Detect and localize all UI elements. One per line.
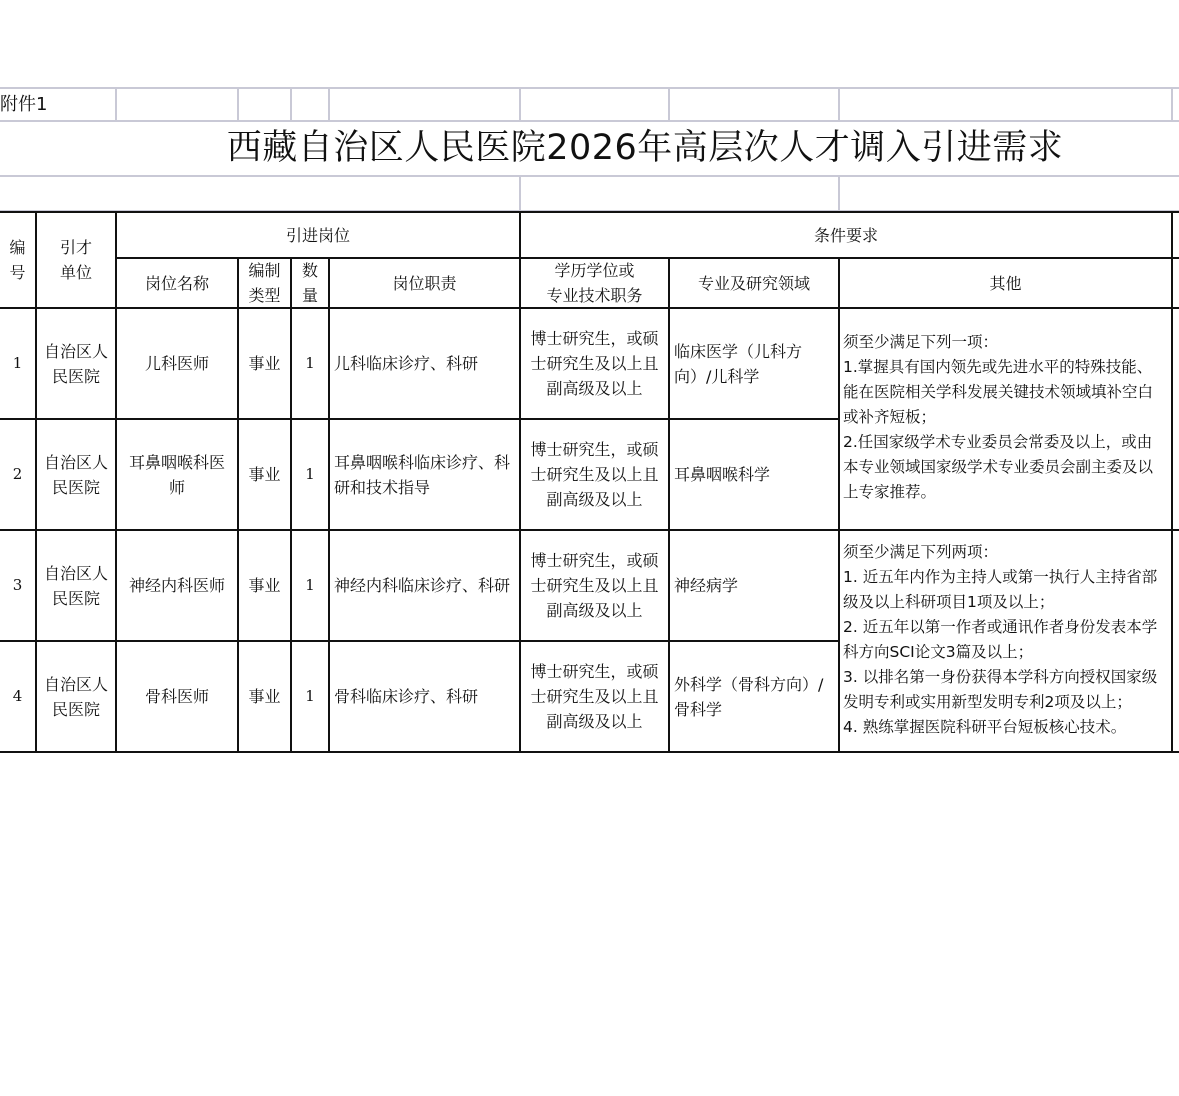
grid-line: [0, 87, 1179, 89]
row-staff-type: 事业: [248, 465, 281, 484]
attachment-label: 附件1: [0, 94, 48, 115]
row-unit: 自治区人 民医院: [43, 452, 108, 497]
header-post-name: 岗位名称: [144, 273, 209, 293]
row-duty: 骨科临床诊疗、科研: [334, 687, 479, 706]
grid-line: [519, 175, 521, 211]
row-major: 耳鼻咽喉科学: [674, 465, 771, 484]
row-post-name: 神经内科医师: [128, 576, 225, 595]
header-staff-type: 编制 类型: [248, 261, 281, 305]
row-major: 外科学（骨科方向）/ 骨科学: [674, 674, 824, 719]
grid-line: [519, 87, 521, 121]
row-unit: 自治区人 民医院: [43, 563, 108, 608]
row-degree: 博士研究生，或硕 士研究生及以上且 副高级及以上: [530, 551, 659, 620]
header-major: 专业及研究领域: [697, 273, 810, 293]
row-quantity: 1: [305, 687, 315, 705]
row-duty: 神经内科临床诊疗、科研: [334, 576, 511, 595]
row-staff-type: 事业: [248, 687, 281, 706]
page-title: 西藏自治区人民医院2026年高层次人才调入引进需求: [226, 128, 1064, 168]
grid-line: [668, 87, 670, 121]
row-number: 2: [12, 465, 23, 483]
row-staff-type: 事业: [248, 354, 281, 373]
grid-line: [0, 175, 1179, 177]
row-degree: 博士研究生，或硕 士研究生及以上且 副高级及以上: [530, 329, 659, 398]
other-requirements-a: 须至少满足下列一项： 1.掌握具有国内领先或先进水平的特殊技能、 能在医院相关学科发展关键技术领域填补空白 或补齐短板； 2.任国家级学术专业委员会常委及以上，或由 本专业领域国家级学术专业委员会副主委及以 上专家推荐。: [843, 333, 1154, 501]
grid-line: [1171, 87, 1173, 121]
row-quantity: 1: [305, 465, 315, 483]
row-major: 临床医学（儿科方 向）/儿科学: [674, 341, 803, 386]
row-degree: 博士研究生，或硕 士研究生及以上且 副高级及以上: [530, 440, 659, 509]
row-staff-type: 事业: [248, 576, 281, 595]
grid-line: [838, 87, 840, 121]
header-no: 编 号: [9, 238, 26, 282]
table-border: [0, 751, 1179, 753]
header-quantity: 数 量: [301, 261, 318, 305]
table-border: [1171, 211, 1173, 753]
grid-line: [838, 175, 840, 211]
grid-line: [115, 87, 117, 121]
row-post-name: 骨科医师: [144, 687, 209, 706]
row-duty: 儿科临床诊疗、科研: [334, 354, 479, 373]
header-duty: 岗位职责: [392, 273, 457, 293]
row-number: 3: [12, 576, 23, 594]
grid-line: [290, 87, 292, 121]
row-post-name: 儿科医师: [144, 354, 209, 373]
row-quantity: 1: [305, 354, 315, 372]
row-duty: 耳鼻咽喉科临床诊疗、科 研和技术指导: [334, 452, 511, 497]
header-group-post: 引进岗位: [285, 225, 350, 245]
row-degree: 博士研究生，或硕 士研究生及以上且 副高级及以上: [530, 662, 659, 731]
row-unit: 自治区人 民医院: [43, 674, 108, 719]
other-requirements-b: 须至少满足下列两项： 1. 近五年内作为主持人或第一执行人主持省部 级及以上科研项目1项及以上； 2. 近五年以第一作者或通讯作者身份发表本学 科方向SCI论文3篇及以上； 3. 以排名第一身份获得本学科方向授权国家级 发明专利或实用新型发明专利2项及以上； 4. 熟练掌握医院科研平台短板核心技术。: [843, 543, 1158, 736]
header-group-requirements: 条件要求: [813, 225, 878, 245]
row-unit: 自治区人 民医院: [43, 341, 108, 386]
row-major: 神经病学: [674, 576, 739, 595]
grid-line: [328, 87, 330, 121]
header-unit: 引才 单位: [59, 238, 92, 282]
header-degree: 学历学位或 专业技术职务: [546, 261, 643, 305]
row-quantity: 1: [305, 576, 315, 594]
row-number: 1: [12, 354, 23, 372]
row-post-name: 耳鼻咽喉科医 师: [128, 452, 225, 497]
grid-line: [237, 87, 239, 121]
row-number: 4: [12, 687, 23, 705]
header-other: 其他: [989, 273, 1022, 293]
